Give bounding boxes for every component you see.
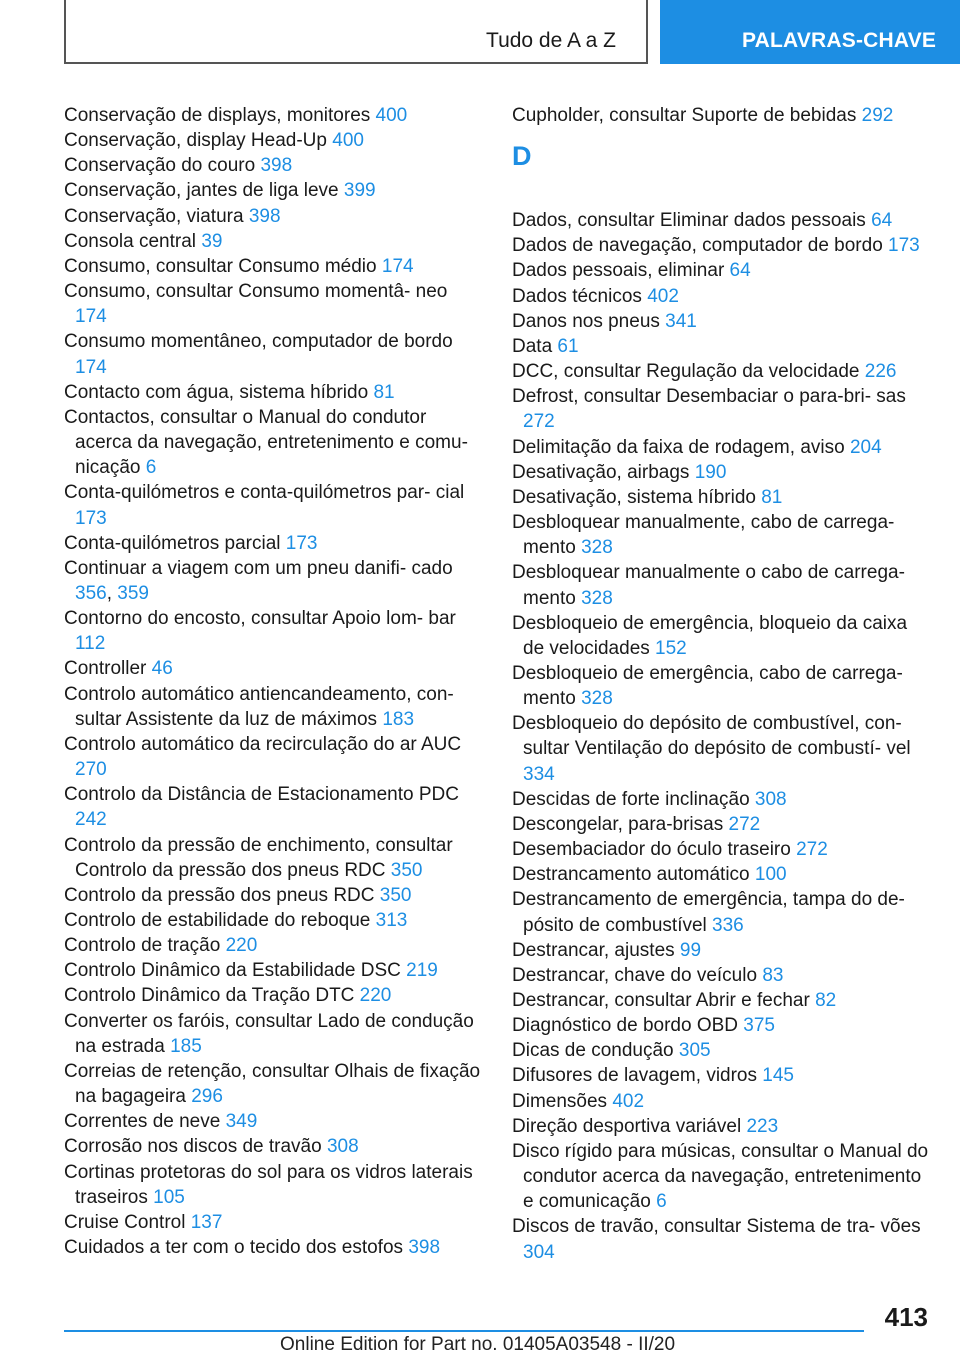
index-term: Corrosão nos discos de travão	[64, 1136, 322, 1158]
index-entry	[64, 983, 484, 1008]
index-term: Destrancamento automático	[512, 864, 750, 886]
page-number: 413	[884, 1302, 928, 1332]
page-reference-link[interactable]: 349	[225, 1111, 258, 1133]
section-letter: D	[512, 141, 532, 172]
index-entry	[64, 782, 484, 832]
index-term: Conservação de displays, monitores	[64, 105, 371, 126]
index-entry	[512, 938, 932, 963]
index-entry	[64, 833, 484, 883]
page-reference-link[interactable]: 402	[647, 285, 679, 307]
index-entry	[64, 153, 484, 178]
page-reference-link[interactable]: 204	[849, 436, 882, 458]
index-entry	[512, 887, 932, 937]
index-entry	[64, 279, 484, 329]
index-entry	[64, 178, 484, 203]
index-term: Destrancamento de emergência, tampa do de‐ pósito de combustível	[512, 889, 905, 936]
index-term: Destrancar, consultar Abrir e fechar	[512, 990, 810, 1011]
page-reference-link[interactable]: 359	[117, 582, 149, 604]
index-entry	[64, 1160, 484, 1210]
index-term: Conservação, jantes de liga leve	[64, 180, 339, 202]
page-reference-link[interactable]: 308	[326, 1136, 359, 1158]
index-entry	[512, 510, 932, 560]
index-entry	[512, 837, 932, 862]
page-reference-link[interactable]: 152	[655, 637, 687, 659]
index-entry: Continuar a viagem com um pneu danifi‐ cado 356, 359	[64, 557, 453, 604]
index-term: Controlo da Distância de Estacionamento PDC	[64, 784, 459, 806]
index-term: Disco rígido para músicas, consultar o Manual do condutor acerca da navegação, entretenimento e comunicação	[512, 1140, 929, 1213]
index-entry	[64, 732, 484, 782]
index-term: Desbloquear manualmente, cabo de carrega‐ mento	[512, 512, 895, 559]
index-entry	[512, 359, 932, 384]
index-term: Conta-quilómetros e conta-quilómetros par‐ cial	[64, 482, 465, 504]
index-term: Contorno do encosto, consultar Apoio lom‐ bar	[64, 608, 456, 630]
page-reference-link[interactable]: 173	[888, 235, 920, 257]
index-entry	[64, 531, 484, 556]
header-frame	[64, 0, 648, 64]
page-reference-link[interactable]: 399	[343, 180, 376, 202]
index-term: Defrost, consultar Desembaciar o para-bri‐ sas	[512, 386, 906, 408]
index-term: Conta-quilómetros parcial	[64, 532, 281, 554]
page-reference-link[interactable]: 185	[170, 1035, 202, 1057]
index-term: Cruise Control	[64, 1211, 186, 1233]
page-reference-link[interactable]: 64	[871, 210, 893, 232]
page-reference-link[interactable]: 292	[861, 105, 894, 126]
index-term: Conservação, display Head-Up	[64, 130, 327, 152]
index-entry	[512, 812, 932, 837]
page-reference-link[interactable]: 220	[359, 985, 392, 1007]
index-term: Desativação, airbags	[512, 461, 690, 483]
index-entry	[512, 384, 932, 434]
index-entry	[512, 1214, 932, 1264]
index-term: Cupholder, consultar Suporte de bebidas	[512, 105, 857, 126]
index-column-right	[512, 103, 932, 1265]
page-reference-link[interactable]: 398	[260, 155, 293, 177]
index-entry	[512, 963, 932, 988]
index-entry	[512, 988, 932, 1013]
page-reference-link[interactable]: 6	[656, 1191, 667, 1213]
index-entry	[64, 1109, 484, 1134]
index-term: Conservação, viatura	[64, 205, 244, 227]
page-reference-link[interactable]: 82	[815, 990, 837, 1011]
index-term: Correias de retenção, consultar Olhais de fixação na bagageira	[64, 1060, 481, 1108]
page-reference-link[interactable]: 242	[75, 809, 107, 831]
index-term: Cuidados a ter com o tecido dos estofos	[64, 1237, 404, 1259]
page-reference-link[interactable]: 173	[75, 507, 107, 529]
index-entry	[512, 258, 932, 283]
footer-edition: Online Edition for Part no. 01405A03548 - II/20	[280, 1334, 676, 1355]
page-reference-link[interactable]: 46	[151, 658, 173, 680]
index-entry	[512, 1013, 932, 1038]
page-reference-link[interactable]: 105	[153, 1186, 185, 1208]
index-term: Danos nos pneus	[512, 310, 660, 332]
index-entry	[64, 908, 484, 933]
page-reference-link[interactable]: 174	[381, 255, 414, 277]
index-term: Controlo da pressão de enchimento, consultar Controlo da pressão dos pneus RDC	[64, 834, 453, 881]
page-reference-link[interactable]: 308	[754, 788, 787, 810]
page-reference-link[interactable]: 112	[75, 633, 106, 655]
page-reference-link[interactable]: 190	[694, 461, 727, 483]
index-term: Controlo da pressão dos pneus RDC	[64, 884, 375, 906]
index-term: Desbloqueio de emergência, cabo de carrega‐ mento	[512, 662, 903, 710]
index-term: Destrancar, chave do veículo	[512, 964, 758, 986]
page-reference-link[interactable]: 219	[406, 960, 438, 982]
index-term: Converter os faróis, consultar Lado de condução na estrada	[64, 1010, 474, 1057]
index-term: Desbloquear manualmente o cabo de carrega‐ mento	[512, 562, 905, 609]
index-entry	[512, 1139, 932, 1214]
page-reference-link[interactable]: 328	[581, 537, 613, 559]
index-entry	[512, 1114, 932, 1139]
index-term: Consumo, consultar Consumo médio	[64, 255, 377, 277]
index-term: Dados técnicos	[512, 285, 642, 307]
page-reference-link[interactable]: 341	[665, 310, 697, 332]
index-term: Continuar a viagem com um pneu danifi‐ cado	[64, 557, 453, 579]
index-entry	[512, 711, 932, 786]
index-term: Desativação, sistema híbrido	[512, 486, 756, 508]
index-entry	[64, 1235, 484, 1260]
index-entry	[512, 661, 932, 711]
index-entry	[512, 103, 932, 128]
page-reference-link[interactable]: 272	[728, 813, 761, 835]
page-reference-link[interactable]: 350	[390, 859, 423, 881]
page-reference-link[interactable]: 398	[408, 1237, 441, 1259]
page-reference-link[interactable]: 173	[285, 532, 318, 554]
page-reference-link[interactable]: 223	[746, 1115, 779, 1137]
index-entry	[512, 208, 932, 233]
index-entry	[512, 1063, 932, 1088]
index-term: Data	[512, 335, 553, 357]
page-reference-link[interactable]: 356	[75, 582, 107, 604]
page-reference-link[interactable]: 174	[75, 356, 107, 378]
index-term: Consumo momentâneo, computador de bordo	[64, 331, 453, 353]
index-entry	[64, 933, 484, 958]
index-entry	[512, 435, 932, 460]
index-entry	[64, 883, 484, 908]
page-reference-link[interactable]: 100	[754, 864, 787, 886]
index-entry	[512, 284, 932, 309]
index-entry	[512, 233, 932, 258]
page-reference-link[interactable]: 328	[581, 688, 613, 710]
keywords-tab[interactable]: PALAVRAS-CHAVE	[660, 0, 960, 64]
index-term: Delimitação da faixa de rodagem, aviso	[512, 436, 845, 458]
index-term: Controller	[64, 658, 147, 680]
page-reference-link[interactable]: 334	[523, 763, 555, 785]
page-reference-link[interactable]: 328	[581, 587, 613, 609]
page-reference-link[interactable]: 39	[201, 230, 223, 252]
index-term: DCC, consultar Regulação da velocidade	[512, 361, 860, 383]
index-entry	[64, 656, 484, 681]
index-entry	[512, 611, 932, 661]
page-reference-link[interactable]: 296	[191, 1086, 223, 1108]
index-term: Dicas de condução	[512, 1040, 674, 1062]
page-reference-link[interactable]: 350	[379, 884, 412, 906]
index-entry	[64, 229, 484, 254]
page-reference-link[interactable]: 304	[523, 1241, 555, 1263]
index-entry	[64, 1210, 484, 1235]
page-reference-link[interactable]: 226	[864, 361, 897, 383]
index-term: Dimensões	[512, 1090, 608, 1112]
index-term: Descidas de forte inclinação	[512, 788, 750, 810]
index-entry	[512, 485, 932, 510]
index-entry	[64, 1009, 484, 1059]
index-entry	[512, 309, 932, 334]
page-reference-link[interactable]: 61	[557, 335, 579, 357]
index-entry	[64, 380, 484, 405]
index-entry	[64, 103, 484, 128]
index-entry	[64, 606, 484, 656]
index-entry	[512, 334, 932, 359]
page-reference-link[interactable]: 81	[373, 381, 395, 403]
index-term: Desembaciador do óculo traseiro	[512, 839, 791, 861]
index-entry	[512, 560, 932, 610]
index-term: Descongelar, para-brisas	[512, 813, 724, 835]
index-term: Controlo Dinâmico da Tração DTC	[64, 985, 355, 1007]
index-term: Desbloqueio do depósito de combustível, con‐ sultar Ventilação do depósito de combustí‐ vel	[512, 713, 911, 760]
index-term: Diagnóstico de bordo OBD	[512, 1015, 739, 1037]
index-term: Direção desportiva variável	[512, 1115, 742, 1137]
index-term: Difusores de lavagem, vidros	[512, 1065, 757, 1087]
page-reference-link[interactable]: 174	[75, 306, 107, 328]
index-entry	[64, 1134, 484, 1159]
index-term: Controlo automático da recirculação do ar AUC	[64, 733, 462, 755]
index-entry	[64, 405, 484, 480]
footer-divider	[64, 1330, 864, 1332]
index-term: Consumo, consultar Consumo momentâ‐ neo	[64, 281, 448, 303]
index-term: Correntes de neve	[64, 1111, 221, 1133]
index-entry	[512, 1038, 932, 1063]
page-reference-link[interactable]: 402	[612, 1090, 645, 1112]
page-reference-link[interactable]: 81	[761, 486, 783, 508]
page-reference-link[interactable]: 400	[332, 130, 364, 152]
page-reference-link[interactable]: 336	[712, 914, 744, 936]
page-reference-link[interactable]: 400	[375, 105, 408, 126]
index-term: Discos de travão, consultar Sistema de tra‐ vões	[512, 1216, 921, 1238]
index-column-left	[64, 103, 484, 1260]
index-entry	[64, 958, 484, 983]
index-term: Conservação do couro	[64, 155, 256, 177]
index-term: Dados, consultar Eliminar dados pessoais	[512, 210, 866, 232]
index-entry	[64, 329, 484, 379]
page-reference-link[interactable]: 145	[762, 1065, 794, 1087]
page-reference-link[interactable]: 272	[796, 839, 828, 861]
index-term: Contactos, consultar o Manual do condutor acerca da navegação, entretenimento e comu‐ nicação	[64, 406, 468, 479]
page-reference-link[interactable]: 220	[225, 935, 258, 957]
index-term: Consola central	[64, 230, 197, 252]
index-entry	[512, 787, 932, 812]
index-term: Controlo automático antiencandeamento, con‐ sultar Assistente da luz de máximos	[64, 683, 454, 730]
index-entry	[512, 460, 932, 485]
page-reference-link[interactable]: 83	[762, 964, 784, 986]
page-reference-link[interactable]: 270	[75, 759, 107, 781]
page-reference-link[interactable]: 64	[729, 260, 751, 282]
index-term: Controlo de estabilidade do reboque	[64, 910, 371, 931]
index-entry	[512, 1089, 932, 1114]
page-reference-link[interactable]: 6	[145, 457, 157, 479]
index-term: Destrancar, ajustes	[512, 939, 675, 961]
index-term: Dados de navegação, computador de bordo	[512, 235, 883, 257]
index-entry	[64, 254, 484, 279]
page-reference-link[interactable]: 272	[523, 411, 555, 433]
page-reference-link[interactable]: 398	[248, 205, 281, 227]
page-reference-link[interactable]: 137	[190, 1211, 223, 1233]
page-reference-link[interactable]: 183	[382, 708, 415, 730]
page-reference-link[interactable]: 99	[679, 939, 702, 961]
index-term: Contacto com água, sistema híbrido	[64, 381, 369, 403]
index-entry	[64, 128, 484, 153]
index-entry	[64, 204, 484, 229]
index-term: Controlo Dinâmico da Estabilidade DSC	[64, 960, 401, 982]
page-reference-link[interactable]: 313	[375, 910, 408, 931]
index-entry	[512, 862, 932, 887]
page-reference-link[interactable]: 305	[678, 1040, 711, 1062]
section-title: Tudo de A a Z	[486, 29, 616, 52]
index-term: Cortinas protetoras do sol para os vidros laterais traseiros	[64, 1161, 473, 1208]
index-entry	[64, 480, 484, 530]
index-entry	[64, 682, 484, 732]
page-reference-link[interactable]: 375	[743, 1015, 775, 1037]
index-term: Controlo de tração	[64, 935, 221, 957]
index-term: Dados pessoais, eliminar	[512, 260, 725, 282]
index-entry	[64, 1059, 484, 1109]
index-term: Desbloqueio de emergência, bloqueio da caixa de velocidades	[512, 612, 908, 659]
